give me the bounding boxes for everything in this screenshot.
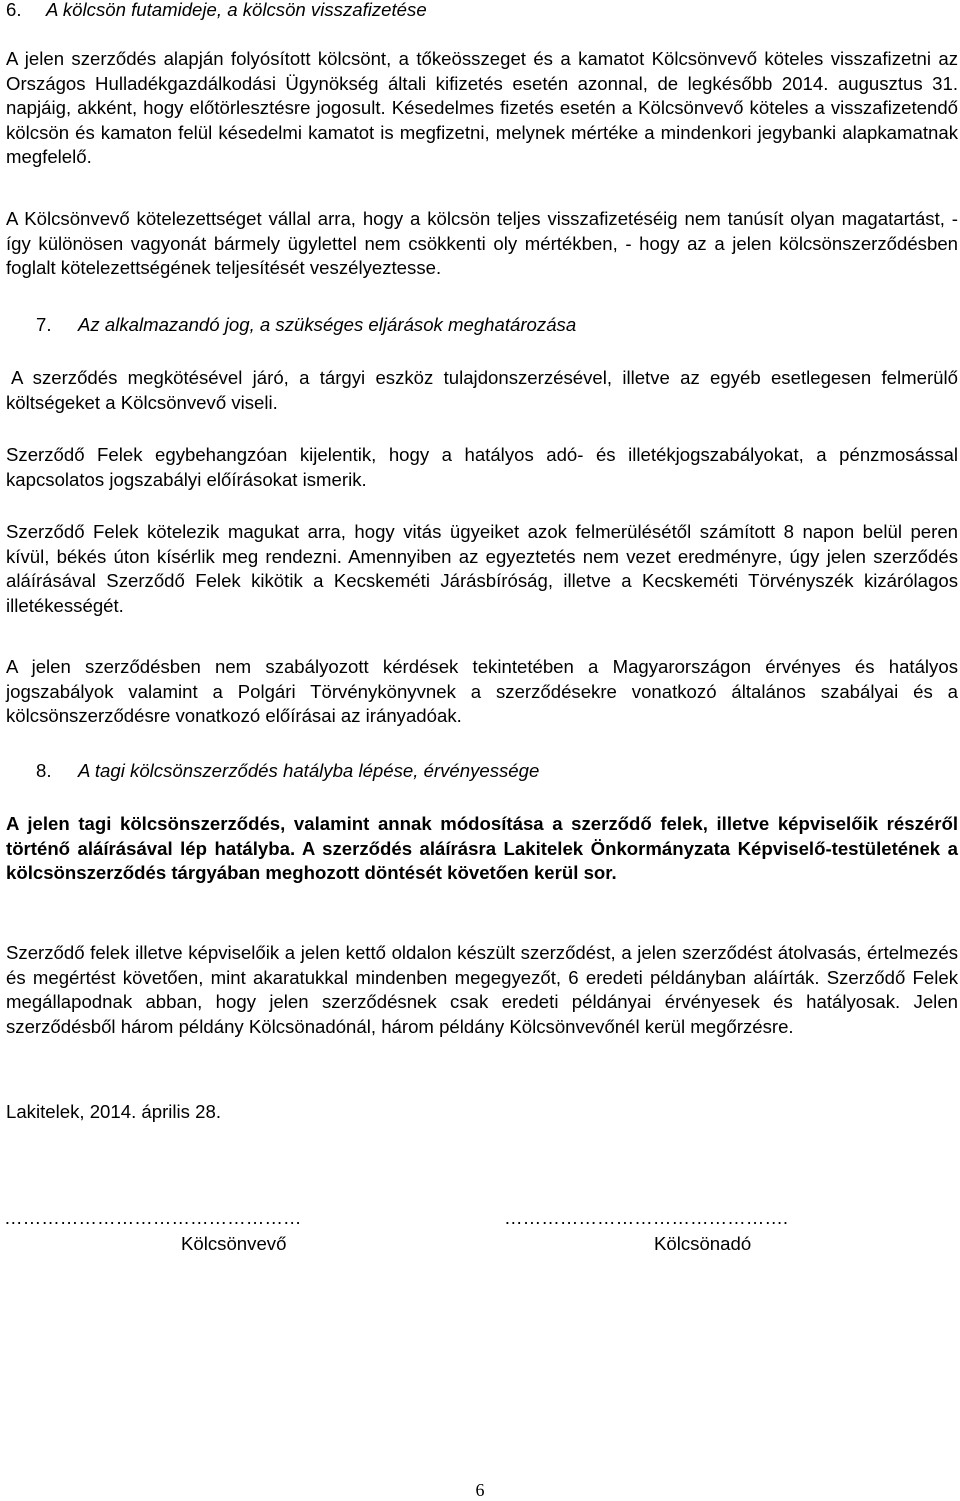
section-number: 8. [36, 760, 52, 781]
page-number: 6 [475, 1480, 485, 1500]
section-8-heading [6, 759, 958, 784]
section-title: A tagi kölcsönszerződés hatályba lépése, érvényessége [78, 760, 540, 781]
section-number: 6. [6, 0, 22, 20]
section-7-paragraph-2 [6, 443, 958, 492]
section-title: A kölcsön futamideje, a kölcsön visszafizetése [46, 0, 427, 20]
section-number: 7. [36, 314, 52, 335]
signature-line-right: ………………………………………. [504, 1207, 789, 1228]
paragraph: A jelen szerződés alapján folyósított kölcsönt, a tőkeösszeget és a kamatot Kölcsönvevő köteles visszafizetni az Országos Hulladékgazdálkodási Ügynökség általi kifizetés esetén azonnal, de legkésőbb 2014. augusztus 31. napjáig, akként, hogy előtörlesztésre jogosult. Késedelmes fizetés esetén a Kölcsönvevő köteles a visszafizetendő kölcsön és kamaton felül késedelmi kamatot is megfizetni, melynek mértéke a mindenkori jegybanki alapkamatnak megfelelő. [6, 48, 958, 168]
section-6-heading [6, 0, 958, 23]
signature-label-borrower: Kölcsönvevő [181, 1233, 287, 1254]
section-7-heading [6, 313, 958, 338]
paragraph: Szerződő felek illetve képviselőik a jelen kettő oldalon készült szerződést, a jelen szerződést átolvasás, értelmezés és megértést követően, mint akaratukkal mindenben megegyezőt, 6 eredeti példányban aláírták. Szerződő Felek megállapodnak abban, hogy jelen szerződésnek csak eredeti példányai érvényesek és hatályosak. Jelen szerződésből három példány Kölcsönadónál, három példány Kölcsönvevőnél kerül megőrzésre. [6, 942, 958, 1037]
paragraph: A Kölcsönvevő kötelezettséget vállal arra, hogy a kölcsön teljes visszafizetéséig nem tanúsít olyan magatartást, - így különösen vagyonát bármely ügylettel nem csökkenti oly mértékben, - hogy az a jelen kölcsönszerződésben foglalt kötelezettségének teljesítését veszélyeztesse. [6, 208, 958, 279]
place-date-text: Lakitelek, 2014. április 28. [6, 1101, 221, 1122]
section-6-paragraph-1 [6, 47, 958, 170]
section-7-paragraph-1 [6, 366, 958, 415]
section-title: Az alkalmazandó jog, a szükséges eljárások meghatározása [78, 314, 577, 335]
paragraph: A szerződés megkötésével járó, a tárgyi eszköz tulajdonszerzésével, illetve az egyéb esetlegesen felmerülő költségeket a Kölcsönvevő viseli. [6, 367, 958, 413]
section-8-paragraph-2 [6, 941, 958, 1039]
section-7-paragraph-3 [6, 520, 958, 618]
place-date [6, 1100, 958, 1125]
paragraph: A jelen szerződésben nem szabályozott kérdések tekintetében a Magyarországon érvényes és hatályos jogszabályok valamint a Polgári Törvénykönyvnek a szerződésekre vonatkozó általános szabályai és a kölcsönszerződésre vonatkozó előírásai az irányadóak. [6, 656, 958, 727]
section-6-paragraph-2 [6, 207, 958, 281]
signature-line-left: ………………………………………… [4, 1207, 302, 1228]
paragraph-bold: A jelen tagi kölcsönszerződés, valamint annak módosítása a szerződő felek, illetve képviselőik részéről történő aláírásával lép hatályba. A szerződés aláírásra Lakitelek Önkormányzata Képviselő-testületének a kölcsönszerződés tárgyában meghozott döntését követően kerül sor. [6, 813, 958, 884]
section-8-paragraph-1 [6, 812, 958, 886]
paragraph: Szerződő Felek egybehangzóan kijelentik, hogy a hatályos adó- és illetékjogszabályokat, a pénzmosással kapcsolatos jogszabályi előírásokat ismerik. [6, 444, 958, 490]
section-7-paragraph-4 [6, 655, 958, 729]
paragraph: Szerződő Felek kötelezik magukat arra, hogy vitás ügyeiket azok felmerülésétől számított 8 napon belül peren kívül, békés úton kísérlik meg rendezni. Amennyiben az egyeztetés nem vezet eredményre, úgy jelen szerződés aláírásával Szerződő Felek kikötik a Kecskeméti Járásbíróság, illetve a Kecskeméti Törvényszék kizárólagos illetékességét. [6, 521, 958, 616]
signature-label-lender: Kölcsönadó [654, 1233, 752, 1254]
